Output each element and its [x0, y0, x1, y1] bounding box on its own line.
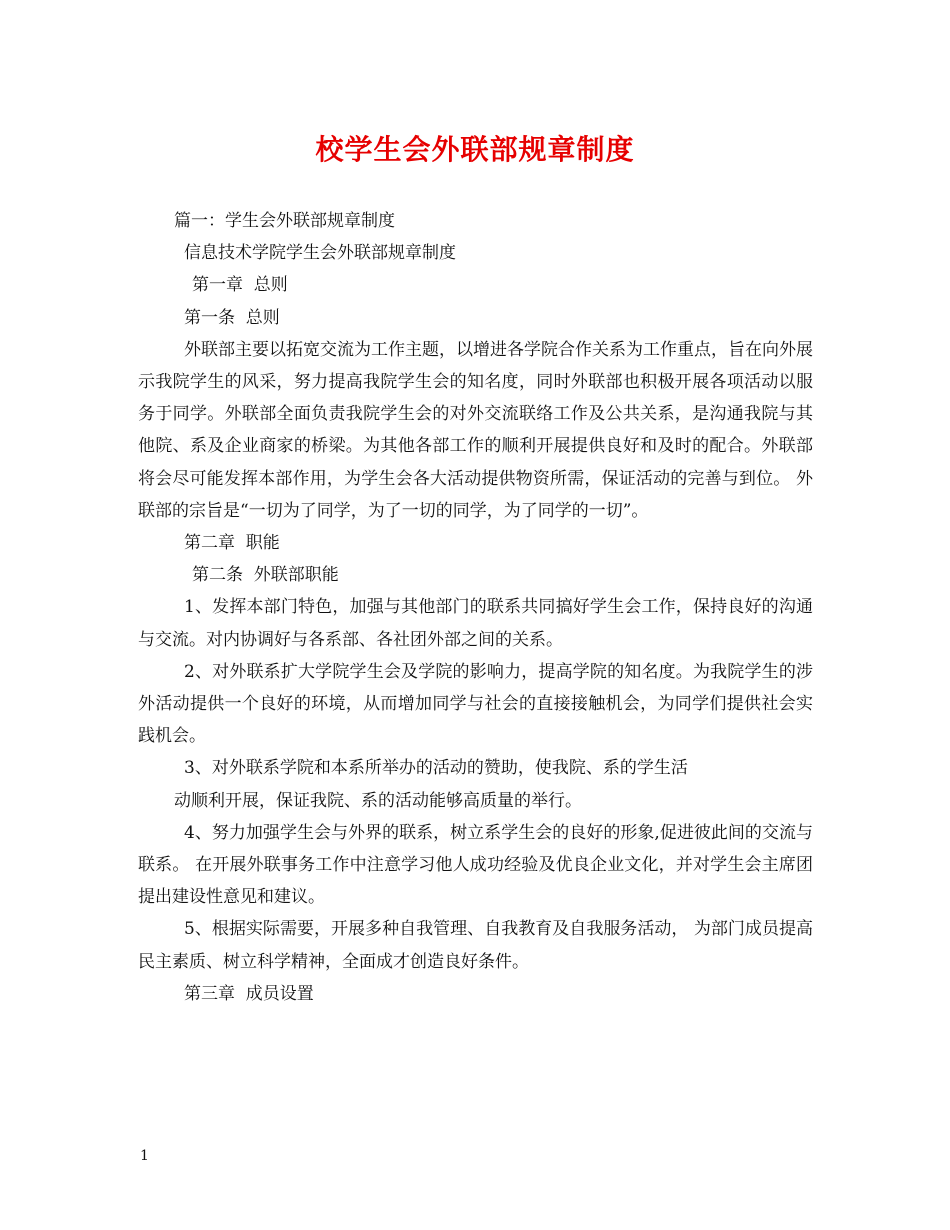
document-body: [138, 205, 813, 1010]
paragraph-general: 外联部主要以拓宽交流为工作主题，以增进各学院合作关系为工作重点，旨在向外展示我院学生的风采，努力提高我院学生会的知名度，同时外联部也积极开展各项活动以服务于同学。外联部全面负责我院学生会的对外交流联络工作及公共关系，是沟通我院与其他院、系及企业商家的桥梁。为其他各部工作的顺利开展提供良好和及时的配合。外联部将会尽可能发挥本部作用，为学生会各大活动提供物资所需，保证活动的完善与到位。 外联部的宗旨是“一切为了同学，为了一切的同学，为了同学的一切”。: [138, 339, 813, 521]
document-title: 校学生会外联部规章制度: [315, 133, 635, 166]
list-item-4: 4、努力加强学生会与外界的联系，树立系学生会的良好的形象,促进彼此间的交流与联系。 在开展外联事务工作中注意学习他人成功经验及优良企业文化，并对学生会主席团提出建设性意见和建议。: [138, 822, 813, 908]
list-item-3-line-1: 3、对外联系学院和本系所举办的活动的赞助，使我院、系的学生活: [184, 758, 688, 779]
list-item-2: 2、对外联系扩大学院学生会及学院的影响力，提高学院的知名度。为我院学生的涉外活动提供一个良好的环境，从而增加同学与社会的直接接触机会，为同学们提供社会实践机会。: [138, 661, 813, 747]
list-item-1: 1、发挥本部门特色，加强与其他部门的联系共同搞好学生会工作，保持良好的沟通与交流。对内协调好与各系部、各社团外部之间的关系。: [138, 597, 813, 650]
article-heading-1: 第一条 总则: [184, 307, 280, 328]
list-item-3-line-2: 动顺利开展，保证我院、系的活动能够高质量的举行。: [174, 790, 582, 811]
list-item-5: 5、根据实际需要，开展多种自我管理、自我教育及自我服务活动， 为部门成员提高民主素质、树立科学精神，全面成才创造良好条件。: [138, 919, 813, 972]
piece-heading: 篇一：学生会外联部规章制度: [174, 211, 395, 231]
chapter-heading-2: 第二章 职能: [184, 533, 280, 554]
chapter-heading-1: 第一章 总则: [192, 275, 288, 296]
chapter-heading-3: 第三章 成员设置: [184, 983, 314, 1004]
page-number: 1: [140, 1148, 149, 1164]
document-subtitle: 信息技术学院学生会外联部规章制度: [184, 243, 456, 264]
article-heading-2: 第二条 外联部职能: [192, 565, 339, 586]
